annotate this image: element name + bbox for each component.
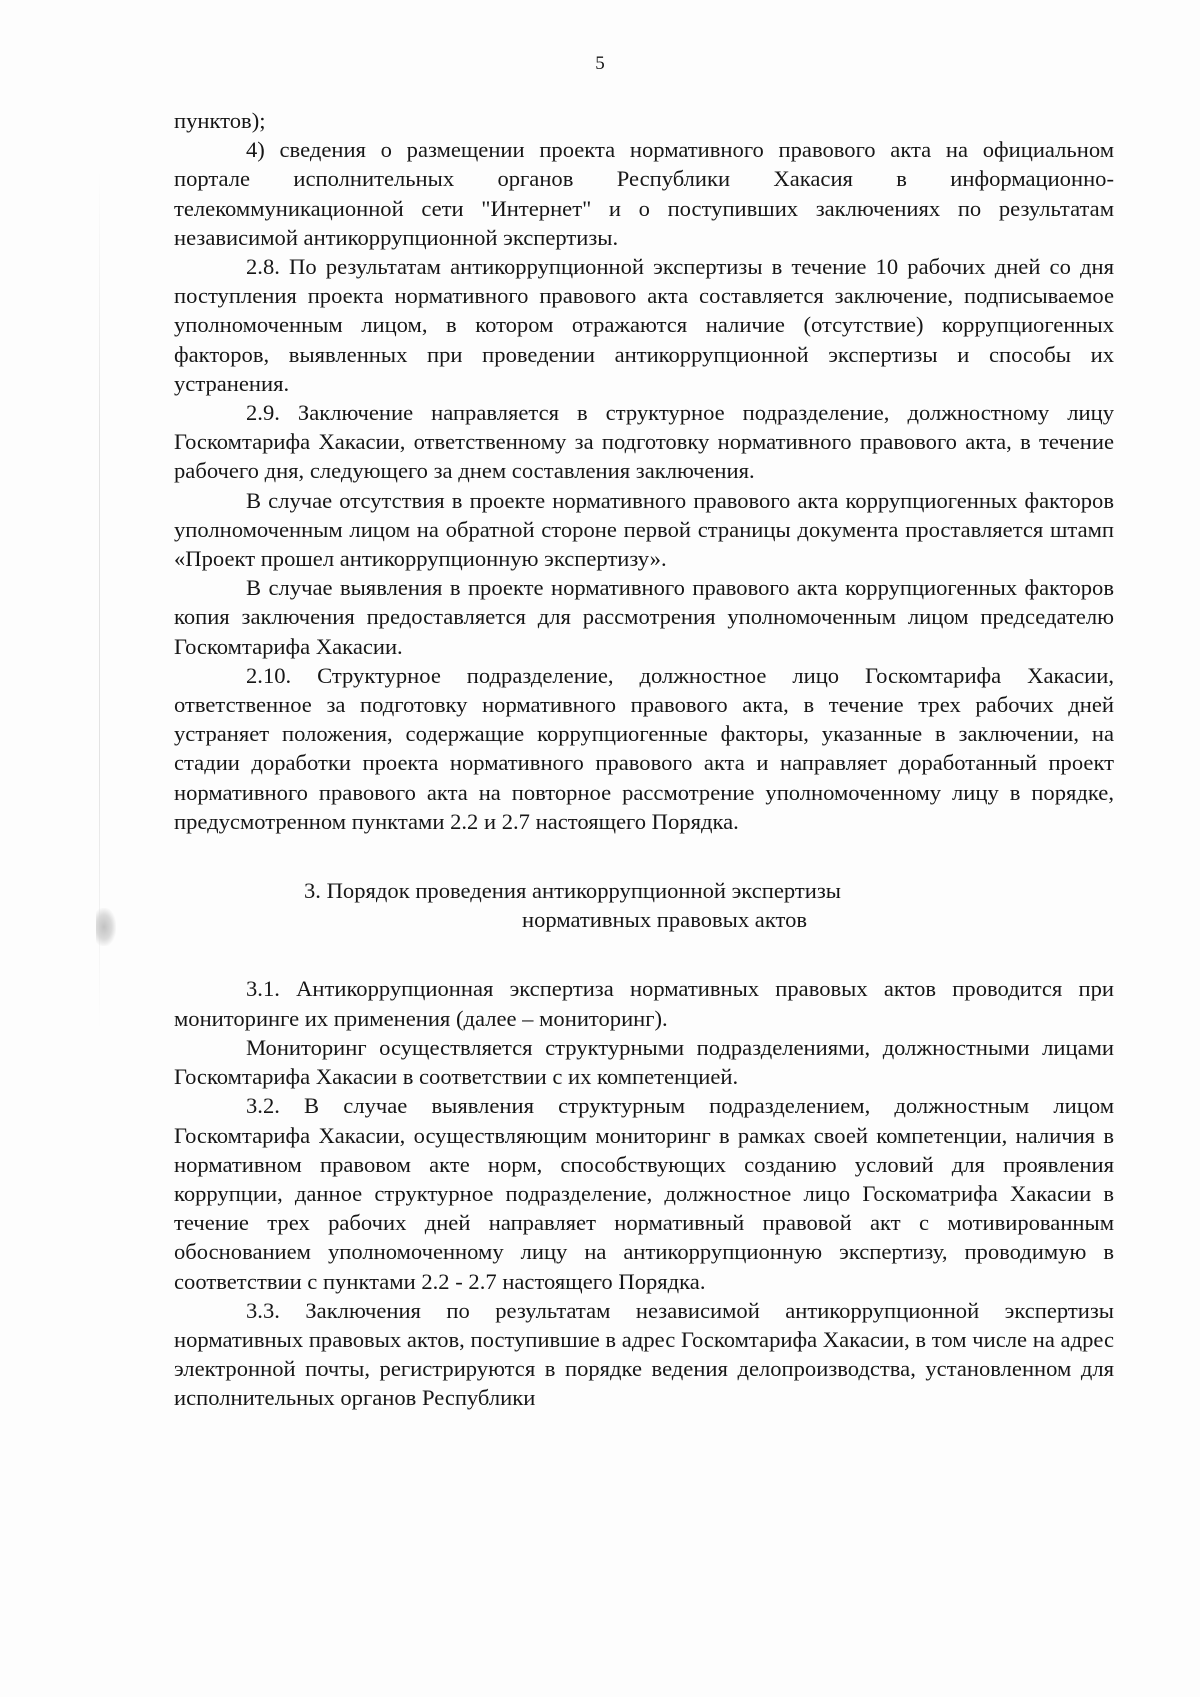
section-heading-line-1: 3. Порядок проведения антикоррупционной экспертизы bbox=[304, 878, 841, 904]
paragraph-item-4: 4) сведения о размещении проекта нормативного правового акта на официальном портале исполнительных органов Республики Хакасия в информационно-телекоммуникационной сети "Интернет" и о поступивших заключениях по результатам независимой антикоррупционной экспертизы. bbox=[174, 137, 1114, 250]
paragraph-3-1: 3.1. Антикоррупционная экспертиза нормативных правовых актов проводится при мониторинге их применения (далее – мониторинг). bbox=[174, 976, 1114, 1031]
document-body bbox=[174, 106, 1114, 1413]
paragraph-2-8: 2.8. По результатам антикоррупционной экспертизы в течение 10 рабочих дней со дня поступления проекта нормативного правового акта составляется заключение, подписываемое уполномоченным лицом, в котором отражаются наличие (отсутствие) коррупциогенных факторов, выявленных при проведении антикоррупционной экспертизы и способы их устранения. bbox=[174, 254, 1114, 396]
section-heading-line-2: нормативных правовых актов bbox=[522, 907, 808, 933]
spacer bbox=[174, 836, 1114, 876]
scan-artifact-mark bbox=[96, 908, 116, 946]
paragraph-2-9: 2.9. Заключение направляется в структурное подразделение, должностному лицу Госкомтарифа Хакасии, ответственному за подготовку нормативного правового акта, в течение рабочего дня, следующего за днем составления заключения. bbox=[174, 400, 1114, 484]
paragraph-3-3: 3.3. Заключения по результатам независимой антикоррупционной экспертизы нормативных правовых актов, поступившие в адрес Госкомтарифа Хакасии, в том числе на адрес электронной почты, регистрируются в порядке ведения делопроизводства, установленном для исполнительных органов Республики bbox=[174, 1297, 1114, 1411]
scan-artifact-line bbox=[99, 170, 100, 1030]
page-number: 5 bbox=[595, 53, 605, 74]
paragraph-2-10: 2.10. Структурное подразделение, должностное лицо Госкомтарифа Хакасии, ответственное за подготовку нормативного правового акта, в течение трех рабочих дней устраняет положения, содержащие коррупциогенные факторы, указанные в заключении, на стадии доработки проекта нормативного правового акта и направляет доработанный проект нормативного правового акта на повторное рассмотрение уполномоченному лицу в порядке, предусмотренном пунктами 2.2 и 2.7 настоящего Порядка. bbox=[174, 662, 1114, 834]
paragraph-continuation: пунктов); bbox=[174, 108, 266, 133]
spacer bbox=[174, 934, 1114, 974]
paragraph-stamp: В случае отсутствия в проекте нормативного правового акта коррупциогенных факторов уполномоченным лицом на обратной стороне первой страницы документа проставляется штамп «Проект прошел антикоррупционную экспертизу». bbox=[174, 487, 1114, 572]
paragraph-monitoring: Мониторинг осуществляется структурными подразделениями, должностными лицами Госкомтарифа Хакасии в соответствии с их компетенцией. bbox=[174, 1034, 1114, 1090]
section-3-heading bbox=[174, 876, 1114, 934]
paragraph-3-2: 3.2. В случае выявления структурным подразделением, должностным лицом Госкомтарифа Хакасии, осуществляющим мониторинг в рамках своей компетенции, наличия в нормативном правовом акте норм, способствующих созданию условий для проявления коррупции, данное структурное подразделение, должностное лицо Госкоматрифа Хакасии в течение трех рабочих дней направляет нормативный правовой акт с мотивированным обоснованием уполномоченному лицу на антикоррупционную экспертизу, проводимую в соответствии с пунктами 2.2 - 2.7 настоящего Порядка. bbox=[174, 1093, 1114, 1294]
paragraph-copy-conclusion: В случае выявления в проекте нормативного правового акта коррупциогенных факторов копия заключения предоставляется для рассмотрения уполномоченным лицом председателю Госкомтарифа Хакасии. bbox=[174, 575, 1114, 659]
